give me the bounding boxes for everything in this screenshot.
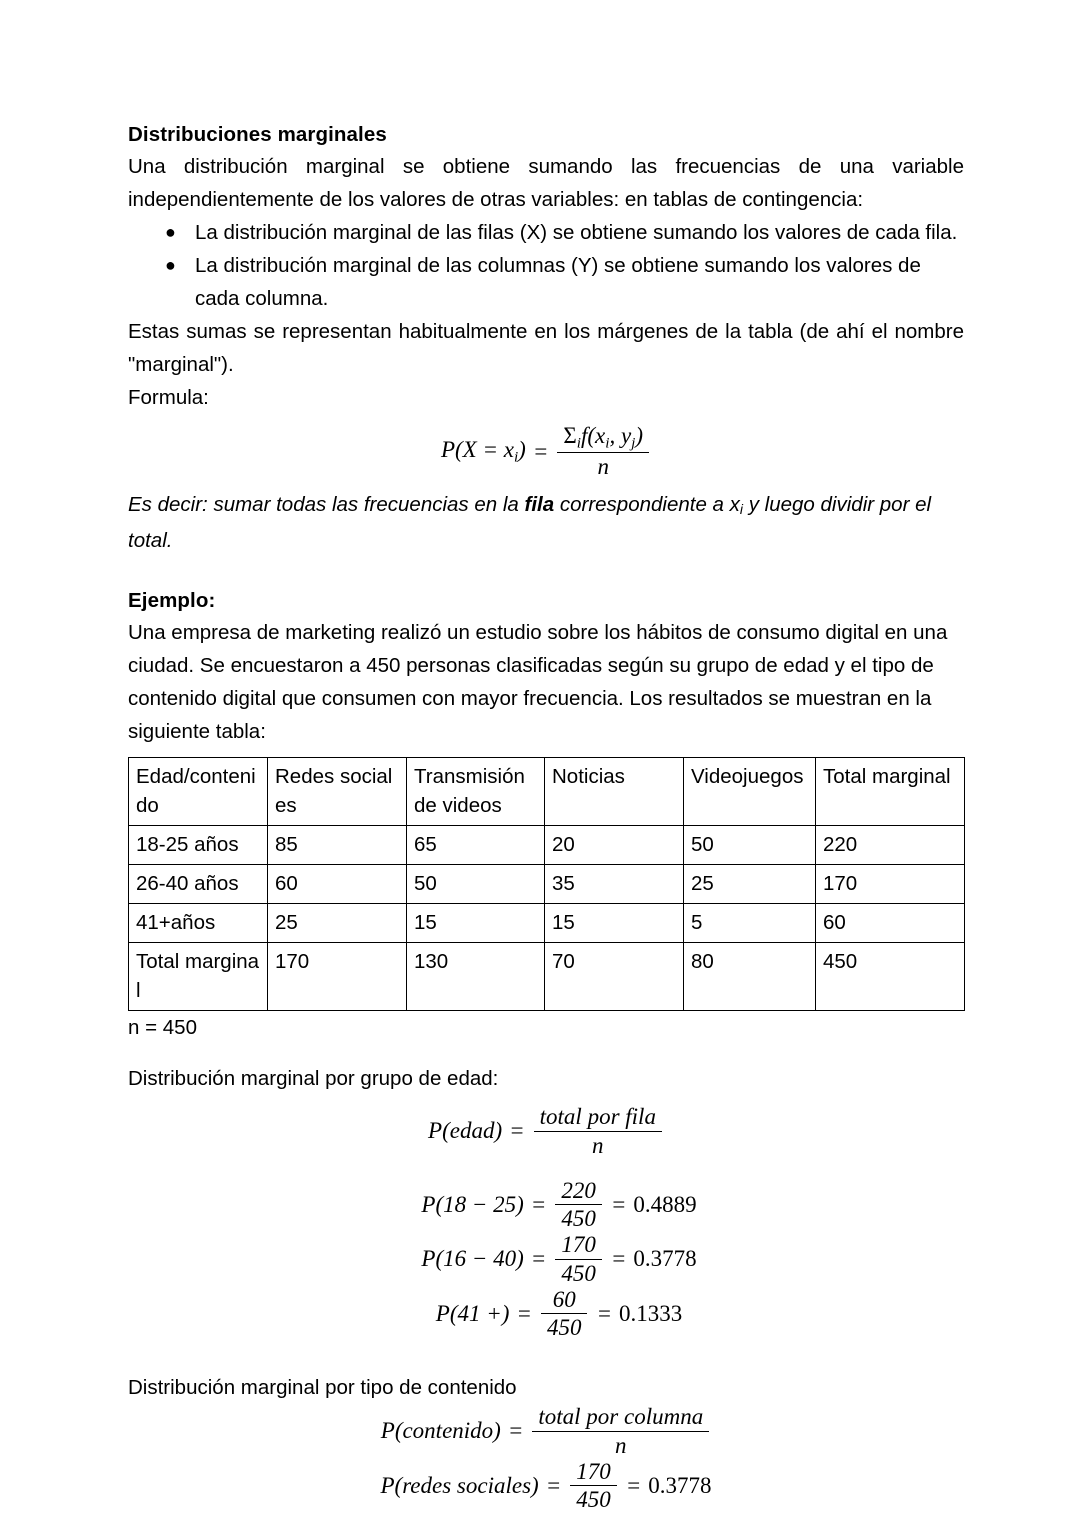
list-item-label: La distribución marginal de las columnas (Y) se obtiene sumando los valores de cada columna. (195, 254, 921, 310)
table-cell: 25 (684, 865, 816, 904)
table-cell: 85 (268, 826, 407, 865)
after-bullets-paragraph: Estas sumas se representan habitualmente en los márgenes de la tabla (de ahí el nombre "marginal"). (128, 320, 964, 376)
bullet-icon: ● (165, 222, 176, 242)
equation-fraction (555, 1178, 602, 1233)
row-label: 18-25 años (129, 826, 268, 865)
equation-equals-2: = (596, 1300, 612, 1326)
list-item (128, 249, 964, 315)
table-cell: 25 (268, 904, 407, 943)
example-heading: Ejemplo: (128, 589, 216, 613)
note-suffix: y luego dividir por el total. (128, 493, 932, 553)
equation-lhs: P(41 +) (435, 1300, 510, 1326)
formula-fraction (557, 423, 649, 480)
table-cell-total: 80 (684, 943, 816, 1011)
definition-equals: = (507, 1418, 524, 1444)
content-marginal-definition (128, 1404, 964, 1459)
formula-note (128, 489, 964, 556)
equation-result: 0.1333 (618, 1300, 683, 1326)
note-prefix: Es decir: sumar todas las frecuencias en la (128, 493, 525, 516)
definition-equals: = (509, 1118, 525, 1144)
column-header: Redes sociales (268, 758, 407, 826)
table-cell-total: 220 (816, 826, 965, 865)
table-cell-total: 70 (545, 943, 684, 1011)
equation-lhs: P(redes sociales) (380, 1472, 539, 1498)
age-marginal-eq-2 (128, 1232, 964, 1287)
bullet-icon: ● (165, 255, 176, 275)
age-marginal-eq-3 (128, 1287, 964, 1342)
contingency-table (128, 757, 965, 1011)
row-label: Total marginal (129, 943, 268, 1011)
definition-denominator: n (534, 1131, 662, 1159)
equation-equals-2: = (625, 1472, 642, 1498)
definition-fraction (534, 1104, 662, 1159)
age-marginal-eq-1 (128, 1178, 964, 1233)
definition-denominator: n (532, 1431, 709, 1459)
table-header-row (129, 758, 965, 826)
table-cell: 60 (268, 865, 407, 904)
table-total-row (129, 943, 965, 1011)
table-cell: 35 (545, 865, 684, 904)
equation-equals: = (545, 1472, 562, 1498)
equation-fraction (555, 1232, 602, 1287)
table-cell-total: 60 (816, 904, 965, 943)
age-marginal-definition (128, 1104, 964, 1159)
definition-numerator: total por columna (538, 1404, 704, 1430)
equation-numerator: 170 (561, 1232, 596, 1258)
marginal-formula (128, 423, 964, 480)
table-cell-grand-total: 450 (816, 943, 965, 1011)
table-cell: 15 (407, 904, 545, 943)
document-content (128, 120, 964, 1513)
equation-equals: = (530, 1246, 547, 1272)
table-row (129, 904, 965, 943)
column-header: Total marginal (816, 758, 965, 826)
content-marginal-heading: Distribución marginal por tipo de contenido (128, 1376, 517, 1400)
definition-lhs: P(edad) (428, 1118, 503, 1144)
definition-fraction (532, 1404, 709, 1459)
row-label: 41+años (129, 904, 268, 943)
list-item (128, 216, 964, 249)
sample-size-label: n = 450 (128, 1016, 197, 1040)
formula-equals: = (532, 438, 549, 464)
equation-fraction (541, 1287, 588, 1342)
note-mid: correspondiente a x (554, 493, 740, 516)
definition-lhs: P(contenido) (380, 1418, 501, 1444)
column-header: Edad/contenido (129, 758, 268, 826)
table-cell: 50 (407, 865, 545, 904)
equation-numerator: 170 (576, 1458, 611, 1484)
table-cell: 15 (545, 904, 684, 943)
column-header: Noticias (545, 758, 684, 826)
list-item-label: La distribución marginal de las filas (X) se obtiene sumando los valores de cada fila. (195, 221, 958, 244)
equation-denominator: 450 (555, 1204, 602, 1232)
equation-numerator: 60 (552, 1286, 576, 1312)
column-header: Videojuegos (684, 758, 816, 826)
equation-denominator: 450 (570, 1485, 617, 1513)
note-emphasis: fila (524, 493, 555, 516)
age-marginal-heading: Distribución marginal por grupo de edad: (128, 1067, 499, 1091)
row-label: 26-40 años (129, 865, 268, 904)
table-cell: 50 (684, 826, 816, 865)
formula-numerator: $\Sigma_if(x_i$, $y_j$) (563, 423, 644, 452)
equation-result: 0.3778 (648, 1472, 712, 1498)
note-subscript: i (739, 501, 744, 518)
equation-fraction (570, 1459, 617, 1514)
intro-paragraph: Una distribución marginal se obtiene sumando las frecuencias de una variable independientemente de los valores de otras variables: en tablas de contingencia: (128, 155, 964, 211)
column-header: Transmisión de videos (407, 758, 545, 826)
equation-lhs: P(16 − 40) (421, 1246, 524, 1272)
equation-equals-2: = (610, 1246, 627, 1272)
definition-numerator: total por fila (539, 1104, 656, 1130)
equation-numerator: 220 (561, 1177, 596, 1203)
marginal-rules-list (128, 216, 964, 315)
equation-equals: = (516, 1300, 532, 1326)
equation-denominator: 450 (555, 1259, 602, 1287)
formula-lhs: $P(X = x_i)$ (440, 436, 526, 466)
equation-equals-2: = (610, 1191, 627, 1217)
formula-denominator: n (557, 452, 649, 480)
content-marginal-equation (128, 1459, 964, 1514)
table-cell-total: 170 (816, 865, 965, 904)
table-cell-total: 130 (407, 943, 545, 1011)
table-cell-total: 170 (268, 943, 407, 1011)
equation-equals: = (530, 1191, 547, 1217)
equation-result: 0.3778 (633, 1246, 697, 1272)
equation-denominator: 450 (541, 1313, 588, 1341)
table-row (129, 865, 965, 904)
page-title: Distribuciones marginales (128, 123, 387, 146)
table-cell: 20 (545, 826, 684, 865)
table-cell: 65 (407, 826, 545, 865)
equation-lhs: P(18 − 25) (421, 1191, 524, 1217)
table-row (129, 826, 965, 865)
formula-label: Formula: (128, 386, 209, 409)
table-cell: 5 (684, 904, 816, 943)
equation-result: 0.4889 (633, 1191, 697, 1217)
example-paragraph: Una empresa de marketing realizó un estudio sobre los hábitos de consumo digital en una ciudad. Se encuestaron a 450 personas clasificadas según su grupo de edad y el tipo de contenido digital que consumen con mayor frecuencia. Los resultados se muestran en la siguiente tabla: (128, 621, 948, 744)
